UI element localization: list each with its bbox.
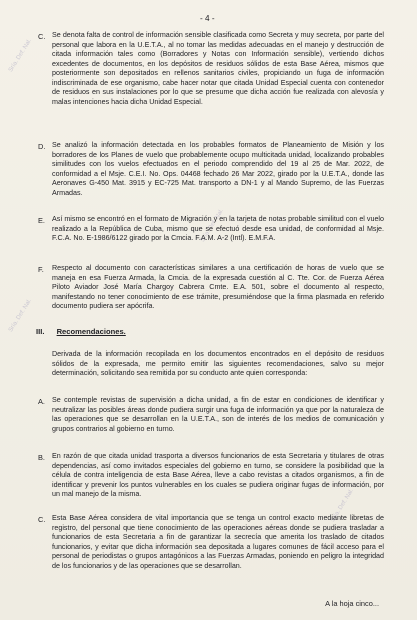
item-label-e: E. — [38, 216, 45, 225]
item-f-text: Respecto al documento con características similares a una certificación de horas de vuelo que se maneja en esa Fuerza Armada, la Cmcia. de la expresada cuestión al C. Tte. Cor. de Fuerza Aérea Piloto Aviador José María Chargoy Cabrera Cmte. E.A. 501, sobre el documento al respecto, manifestando no tener conocimiento de ese trámite, presumiéndose que la firma plasmada en referido documento pudiera ser apócrifa. — [52, 264, 384, 310]
page-number: - 4 - — [200, 14, 215, 23]
recommendation-label-a: A. — [38, 397, 45, 406]
item-label-c: C. — [38, 32, 46, 41]
item-d-text: Se analizó la información detectada en los probables formatos de Planeamiento de Misión y los borradores de los Planes de vuelo que probablemente ocupo multicitada unidad, localizando probables similitudes con los vuelos efectuados en el periodo comprendido del 19 al 25 de Mar. 2022, de conformidad a el Msje. C.E.I. No. Ops. 04468 fechado 26 Mar 2022, girado por la U.E.T.A., donde las Aeronaves G-450 Mat. 3915 y EC-725 Mat. transporto a DN-1 y al Mando Supremo, de las Fuerzas Armadas. — [52, 141, 384, 197]
recommendation-label-c: C. — [38, 515, 46, 524]
section-title: Recomendaciones. — [56, 327, 126, 336]
watermark-stamp: Sría. Def. Nal. — [8, 38, 34, 74]
recommendation-label-b: B. — [38, 453, 45, 462]
recommendation-c-text: Esta Base Aérea considera de vital importancia que se tenga un control exacto mediante libretas de registro, del personal que tiene conocimiento de las operaciones aéreas donde se pudiera trasladar a funcionarios de esta Secretaria a fin de garantizar la secrecía que amerita los traslado de citados funcionarios, y evitar que dicha información sea depositada a lugares comunes de fácil acceso para el personal de periodistas o grupos antagónicos a las Fuerzas Armadas, poniendo en peligro la integridad de los funcionarios y de las operaciones que se desarrollan. — [52, 514, 384, 570]
watermark-stamp: Sría. Def. Nal. — [8, 298, 34, 334]
item-c-text: Se denota falta de control de información sensible clasificada como Secreta y muy secreta, por parte del personal que labora en la U.E.T.A., al no tomar las medidas adecuadas en el manejo y destrucción de citada información tales como (Borradores y Notas con Información sensible), vertiendo dichos excedentes de documentos, en los depósitos de residuos sólidos de esta Base Aérea, mismos que posteriormente son depositados en rellenos sanitarios civiles, propiciando un fuga de información indiscriminada de ese organismo, cabe hacer notar que citada Unidad Especial cuenta con contenedor de residuos en sus instalaciones por lo que se presume que dicha acción fue realizada con alevosía y malas intenciones hacia dicha Unidad Especial. — [52, 31, 384, 106]
item-e-text: Así mismo se encontró en el formato de Migración y en la tarjeta de notas probable similitud con el vuelo realizado a la República de Cuba, mismo que se efectuó desde esa unidad, de conformidad al Msje. F.C.A. No. E-1986/6122 girado por la Cmcia. F.A.M. A-2 (Intl). E.M.F.A. — [52, 215, 384, 242]
section-number: III. — [36, 327, 45, 336]
recommendation-b-text: En razón de que citada unidad trasporta a diversos funcionarios de esta Secretaria y titulares de otras dependencias, así como invitados especiales del gobierno en turno, se considere la posibilidad que la célula de contra inteligencia de esta Base Aérea, lleve a cabo revistas a citados organismos, a fin de identificar y prevenir los puntos vulnerables en los cuales se pudiera originar fugas de información, por un mal manejo de la misma. — [52, 452, 384, 498]
watermark-stamp: Sría. Def. Nal. — [200, 208, 226, 244]
item-label-f: F. — [38, 265, 44, 274]
recommendations-intro: Derivada de la información recopilada en los documentos encontrados en el depósito de residuos sólidos de la expresada, me permito emitir las siguientes recomendaciones, salvo su mejor determinación, solicitando sea remitida por su conducto ante quien corresponda: — [52, 350, 384, 377]
watermark-stamp: Sría. Def. Nal. — [330, 488, 356, 524]
item-label-d: D. — [38, 142, 46, 151]
continuation-note: A la hoja cinco... — [325, 599, 379, 608]
recommendation-a-text: Se contemple revistas de supervisión a dicha unidad, a fin de estar en condiciones de identificar y neutralizar las posibles áreas donde pudiera surgir una fuga de información ya que por la naturaleza de las operaciones que se desarrollan en la U.E.T.A., son de interés de los medios de comunicación y grupos contrarios al gobierno en turno. — [52, 396, 384, 433]
section-heading — [36, 327, 126, 336]
